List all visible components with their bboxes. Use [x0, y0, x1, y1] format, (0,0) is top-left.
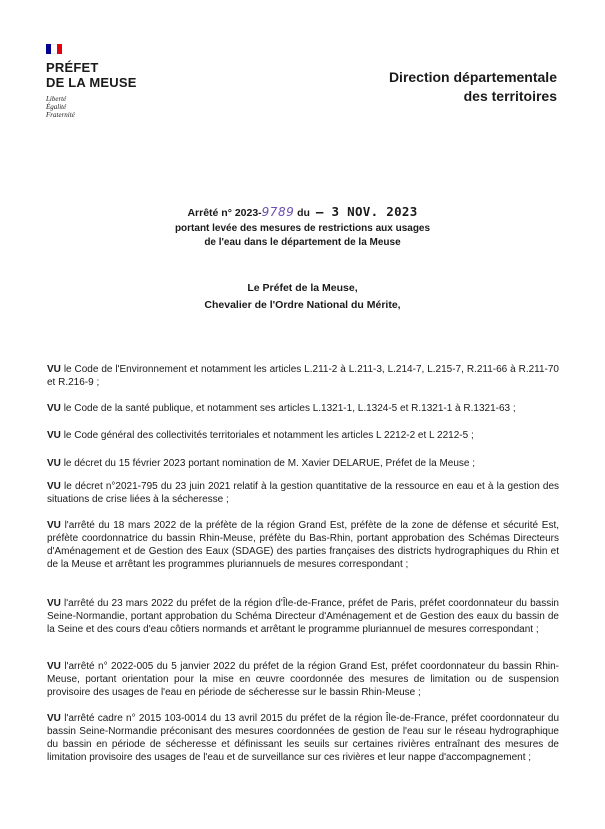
- republic-flag-icon: [46, 44, 62, 54]
- vu-paragraph: VU le Code de la santé publique, et notamment ses articles L.1321-1, L.1324-5 et R.1321-1 à R.1321-63 ;: [47, 403, 516, 414]
- logo-line-2: DE LA MEUSE: [46, 75, 137, 90]
- arrete-du: du: [297, 207, 310, 219]
- vu-paragraph: VU le Code de l'Environnement et notamment les articles L.211-2 à L.211-3, L.214-7, L.215-7, R.211-66 à R.211-70 et R.216-9 ;: [47, 364, 559, 388]
- vu-paragraph: VU l'arrêté cadre n° 2015 103-0014 du 13 avril 2015 du préfet de la région Île-de-France, préfet coordonnateur du bassin Seine-Normandie préconisant des mesures coordonnées de gestion de l'eau sur le réseau hydrographique du bassin en période de sécheresse et définissant les seuils sur certaines rivières entraînant des mesures de limitation provisoire des usages de l'eau et de surveillance sur ces rivières et leur nappe d'accompagnement ;: [47, 713, 560, 763]
- prefet-title: Chevalier de l'Ordre National du Mérite,: [204, 299, 401, 311]
- vu-paragraph: VU l'arrêté n° 2022-005 du 5 janvier 2022 du préfet de la région Grand Est, préfet coordonnateur du bassin Rhin-Meuse, portant orientation pour la mise en œuvre coordonnée des mesures de limitation ou de suspension provisoire des usages de l'eau en période de sécheresse sur le bassin Rhin-Meuse ;: [47, 661, 559, 698]
- vu-paragraph: VU le Code général des collectivités territoriales et notamment les articles L 2212-2 et L 2212-5 ;: [47, 430, 474, 441]
- motto-liberte: Liberté: [46, 95, 67, 103]
- vu-paragraph: VU le décret du 15 février 2023 portant nomination de M. Xavier DELARUE, Préfet de la Meuse ;: [47, 458, 476, 469]
- motto-egalite: Égalité: [46, 103, 67, 111]
- date-stamp: – 3 NOV. 2023: [315, 204, 418, 219]
- prefet-name: Le Préfet de la Meuse,: [247, 282, 358, 294]
- direction-line-1: Direction départementale: [388, 69, 557, 85]
- vu-paragraph: VU l'arrêté du 23 mars 2022 du préfet de la région d'Île-de-France, préfet de Paris, préfet coordonnateur du bassin Seine-Normandie, portant approbation du Schéma Directeur d'Aménagement et de Gestion des eaux du bassin de la Seine et des cours d'eau côtiers normands et arrêtant le programme pluriannuel de mesures correspondant ;: [47, 598, 559, 635]
- logo-line-1: PRÉFET: [46, 60, 99, 75]
- vu-paragraph: VU le décret n°2021-795 du 23 juin 2021 relatif à la gestion quantitative de la ressource en eau et à la gestion des situations de crise liées à la sécheresse ;: [47, 481, 560, 505]
- arrete-subtitle-1: portant levée des mesures de restrictions aux usages: [174, 223, 431, 234]
- issuing-department: [389, 68, 557, 106]
- arrete-title: [0, 204, 605, 219]
- arrete-subtitle-2: de l'eau dans le département de la Meuse: [204, 237, 401, 248]
- vu-paragraph: VU l'arrêté du 18 mars 2022 de la préfète de la région Grand Est, préfète de la zone de défense et sécurité Est, préfète coordonnatrice du bassin Rhin-Meuse, préfète du Bas-Rhin, portant approbation des Schémas Directeurs d'Aménagement et de Gestion des Eaux (SDAGE) des parties françaises des districts hydrographiques du Rhin et de la Meuse et arrêtant les programmes pluriannuels de mesures correspondant ;: [47, 520, 559, 570]
- direction-line-2: des territoires: [463, 88, 557, 104]
- motto-fraternite: Fraternité: [46, 111, 75, 119]
- arrete-prefix: Arrêté n° 2023-: [187, 207, 262, 219]
- arrete-number: 9789: [261, 205, 295, 219]
